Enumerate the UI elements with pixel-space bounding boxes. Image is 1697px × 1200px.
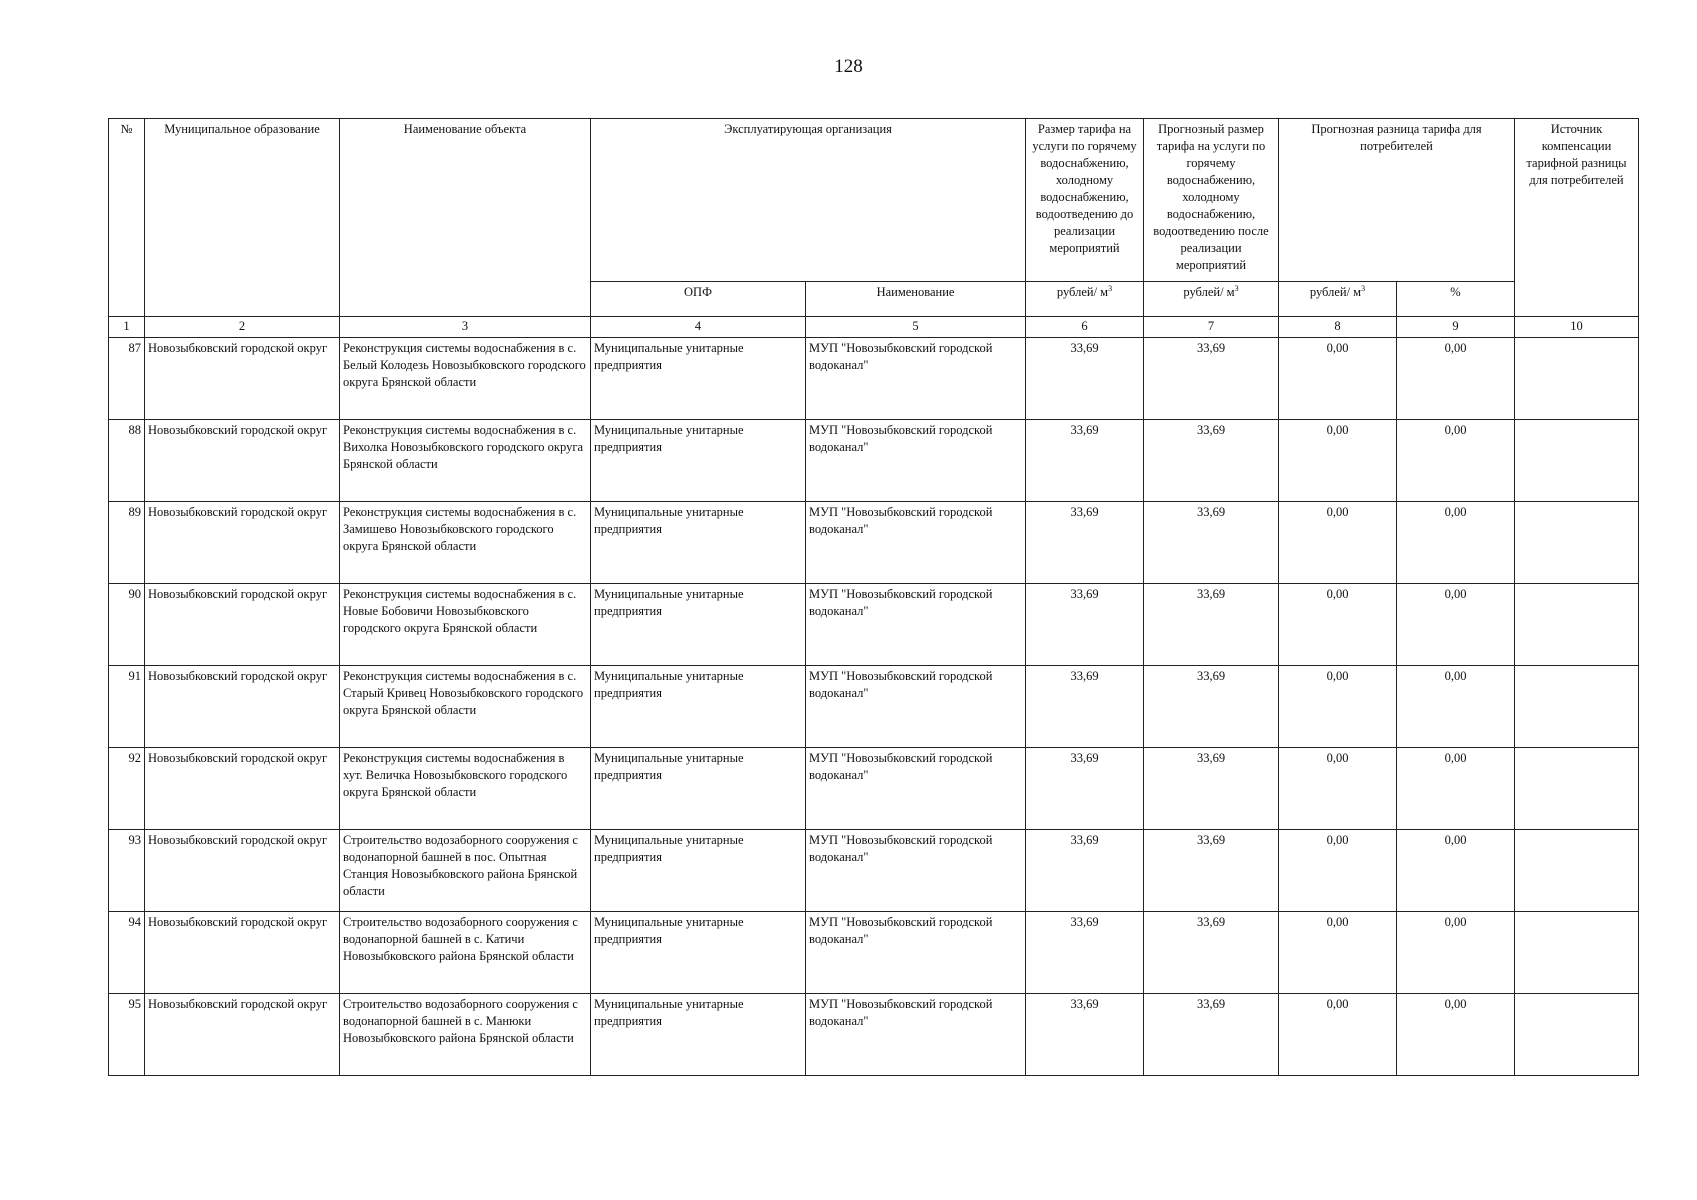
cell-tariff-before: 33,69	[1026, 912, 1144, 994]
cell-operator-name: МУП "Новозыбковский городской водоканал"	[806, 912, 1026, 994]
cell-tariff-before: 33,69	[1026, 502, 1144, 584]
cell-municipality: Новозыбковский городской округ	[145, 502, 340, 584]
cell-tariff-before: 33,69	[1026, 748, 1144, 830]
cell-row-number: 95	[109, 994, 145, 1076]
table-row	[109, 830, 1639, 912]
cell-tariff-before: 33,69	[1026, 420, 1144, 502]
column-number-row	[109, 317, 1639, 338]
cell-tariff-after: 33,69	[1144, 666, 1279, 748]
cell-object-name: Реконструкция системы водоснабжения в с. Старый Кривец Новозыбковского городского округа Брянской области	[340, 666, 591, 748]
table-body	[109, 338, 1639, 1076]
cell-difference-rub: 0,00	[1279, 994, 1397, 1076]
cell-difference-percent: 0,00	[1397, 420, 1515, 502]
cell-operator-name: МУП "Новозыбковский городской водоканал"	[806, 830, 1026, 912]
cell-municipality: Новозыбковский городской округ	[145, 994, 340, 1076]
cell-difference-percent: 0,00	[1397, 584, 1515, 666]
unit-exponent: 3	[1108, 283, 1113, 293]
cell-difference-rub: 0,00	[1279, 502, 1397, 584]
cell-municipality: Новозыбковский городской округ	[145, 666, 340, 748]
cell-opf: Муниципальные унитарные предприятия	[591, 666, 806, 748]
cell-tariff-after: 33,69	[1144, 830, 1279, 912]
cell-tariff-before: 33,69	[1026, 338, 1144, 420]
cell-tariff-after: 33,69	[1144, 338, 1279, 420]
cell-compensation-source	[1515, 748, 1639, 830]
cell-difference-rub: 0,00	[1279, 420, 1397, 502]
cell-object-name: Реконструкция системы водоснабжения в с. Замишево Новозыбковского городского округа Брянской области	[340, 502, 591, 584]
cell-row-number: 93	[109, 830, 145, 912]
cell-compensation-source	[1515, 584, 1639, 666]
cell-opf: Муниципальные унитарные предприятия	[591, 912, 806, 994]
cell-opf: Муниципальные унитарные предприятия	[591, 420, 806, 502]
cell-compensation-source	[1515, 502, 1639, 584]
cell-difference-rub: 0,00	[1279, 338, 1397, 420]
column-number: 3	[340, 317, 591, 338]
cell-tariff-after: 33,69	[1144, 748, 1279, 830]
cell-difference-percent: 0,00	[1397, 912, 1515, 994]
cell-object-name: Реконструкция системы водоснабжения в хут. Величка Новозыбковского городского округа Брянской области	[340, 748, 591, 830]
column-number: 6	[1026, 317, 1144, 338]
cell-tariff-after: 33,69	[1144, 502, 1279, 584]
subheader-unit-diff	[1279, 282, 1397, 317]
cell-row-number: 94	[109, 912, 145, 994]
cell-tariff-after: 33,69	[1144, 420, 1279, 502]
subheader-opf: ОПФ	[591, 282, 806, 317]
cell-operator-name: МУП "Новозыбковский городской водоканал"	[806, 502, 1026, 584]
cell-object-name: Строительство водозаборного сооружения с водонапорной башней в с. Катичи Новозыбковского района Брянской области	[340, 912, 591, 994]
unit-exponent: 3	[1361, 283, 1366, 293]
cell-difference-rub: 0,00	[1279, 912, 1397, 994]
header-municipality: Муниципальное образование	[145, 119, 340, 317]
cell-object-name: Реконструкция системы водоснабжения в с. Новые Бобовичи Новозыбковского городского округа Брянской области	[340, 584, 591, 666]
unit-exponent: 3	[1234, 283, 1239, 293]
cell-object-name: Реконструкция системы водоснабжения в с. Вихолка Новозыбковского городского округа Брянской области	[340, 420, 591, 502]
cell-difference-rub: 0,00	[1279, 748, 1397, 830]
cell-opf: Муниципальные унитарные предприятия	[591, 338, 806, 420]
cell-municipality: Новозыбковский городской округ	[145, 748, 340, 830]
cell-compensation-source	[1515, 666, 1639, 748]
cell-row-number: 89	[109, 502, 145, 584]
cell-compensation-source	[1515, 994, 1639, 1076]
header-no: №	[109, 119, 145, 317]
column-number: 4	[591, 317, 806, 338]
cell-opf: Муниципальные унитарные предприятия	[591, 584, 806, 666]
cell-municipality: Новозыбковский городской округ	[145, 830, 340, 912]
cell-opf: Муниципальные унитарные предприятия	[591, 748, 806, 830]
cell-difference-percent: 0,00	[1397, 666, 1515, 748]
header-row	[109, 119, 1639, 282]
cell-municipality: Новозыбковский городской округ	[145, 420, 340, 502]
cell-difference-percent: 0,00	[1397, 338, 1515, 420]
column-number: 8	[1279, 317, 1397, 338]
cell-row-number: 90	[109, 584, 145, 666]
header-source: Источник компенсации тарифной разницы для потребителей	[1515, 119, 1639, 317]
cell-tariff-after: 33,69	[1144, 912, 1279, 994]
cell-difference-percent: 0,00	[1397, 994, 1515, 1076]
cell-compensation-source	[1515, 830, 1639, 912]
unit-label: рублей/ м	[1309, 285, 1362, 299]
cell-operator-name: МУП "Новозыбковский городской водоканал"	[806, 420, 1026, 502]
column-number: 1	[109, 317, 145, 338]
cell-opf: Муниципальные унитарные предприятия	[591, 830, 806, 912]
cell-row-number: 91	[109, 666, 145, 748]
table-row	[109, 338, 1639, 420]
cell-tariff-before: 33,69	[1026, 666, 1144, 748]
cell-row-number: 87	[109, 338, 145, 420]
cell-row-number: 92	[109, 748, 145, 830]
column-number: 10	[1515, 317, 1639, 338]
cell-opf: Муниципальные унитарные предприятия	[591, 994, 806, 1076]
cell-opf: Муниципальные унитарные предприятия	[591, 502, 806, 584]
cell-operator-name: МУП "Новозыбковский городской водоканал"	[806, 994, 1026, 1076]
cell-operator-name: МУП "Новозыбковский городской водоканал"	[806, 666, 1026, 748]
cell-difference-rub: 0,00	[1279, 584, 1397, 666]
cell-municipality: Новозыбковский городской округ	[145, 584, 340, 666]
cell-municipality: Новозыбковский городской округ	[145, 338, 340, 420]
subheader-name: Наименование	[806, 282, 1026, 317]
cell-operator-name: МУП "Новозыбковский городской водоканал"	[806, 584, 1026, 666]
cell-tariff-after: 33,69	[1144, 584, 1279, 666]
header-object: Наименование объекта	[340, 119, 591, 317]
cell-difference-rub: 0,00	[1279, 666, 1397, 748]
header-operator: Эксплуатирующая организация	[591, 119, 1026, 282]
column-number: 7	[1144, 317, 1279, 338]
cell-object-name: Строительство водозаборного сооружения с водонапорной башней в с. Манюки Новозыбковского района Брянской области	[340, 994, 591, 1076]
table-row	[109, 912, 1639, 994]
subheader-percent: %	[1397, 282, 1515, 317]
tariff-table	[108, 118, 1639, 1076]
cell-tariff-after: 33,69	[1144, 994, 1279, 1076]
table-row	[109, 994, 1639, 1076]
unit-label: рублей/ м	[1183, 285, 1235, 299]
cell-tariff-before: 33,69	[1026, 584, 1144, 666]
cell-difference-rub: 0,00	[1279, 830, 1397, 912]
column-number: 9	[1397, 317, 1515, 338]
header-tariff-after: Прогнозный размер тарифа на услуги по горячему водоснабжению, холодному водоснабжению, водоотведению после реализации мероприятий	[1144, 119, 1279, 282]
subheader-unit-before	[1026, 282, 1144, 317]
table-row	[109, 584, 1639, 666]
header-difference: Прогнозная разница тарифа для потребителей	[1279, 119, 1515, 282]
cell-compensation-source	[1515, 338, 1639, 420]
unit-label: рублей/ м	[1056, 285, 1109, 299]
cell-municipality: Новозыбковский городской округ	[145, 912, 340, 994]
column-number: 5	[806, 317, 1026, 338]
header-tariff-before: Размер тарифа на услуги по горячему водоснабжению, холодному водоснабжению, водоотведению до реализации мероприятий	[1026, 119, 1144, 282]
table-row	[109, 748, 1639, 830]
cell-difference-percent: 0,00	[1397, 748, 1515, 830]
cell-compensation-source	[1515, 420, 1639, 502]
cell-compensation-source	[1515, 912, 1639, 994]
table-row	[109, 502, 1639, 584]
cell-operator-name: МУП "Новозыбковский городской водоканал"	[806, 338, 1026, 420]
page-number: 128	[834, 56, 863, 77]
subheader-unit-after	[1144, 282, 1279, 317]
cell-object-name: Строительство водозаборного сооружения с водонапорной башней в пос. Опытная Станция Новозыбковского района Брянской области	[340, 830, 591, 912]
column-number: 2	[145, 317, 340, 338]
cell-operator-name: МУП "Новозыбковский городской водоканал"	[806, 748, 1026, 830]
table-row	[109, 420, 1639, 502]
table-row	[109, 666, 1639, 748]
cell-object-name: Реконструкция системы водоснабжения в с. Белый Колодезь Новозыбковского городского округа Брянской области	[340, 338, 591, 420]
cell-difference-percent: 0,00	[1397, 830, 1515, 912]
cell-row-number: 88	[109, 420, 145, 502]
cell-tariff-before: 33,69	[1026, 994, 1144, 1076]
cell-difference-percent: 0,00	[1397, 502, 1515, 584]
cell-tariff-before: 33,69	[1026, 830, 1144, 912]
